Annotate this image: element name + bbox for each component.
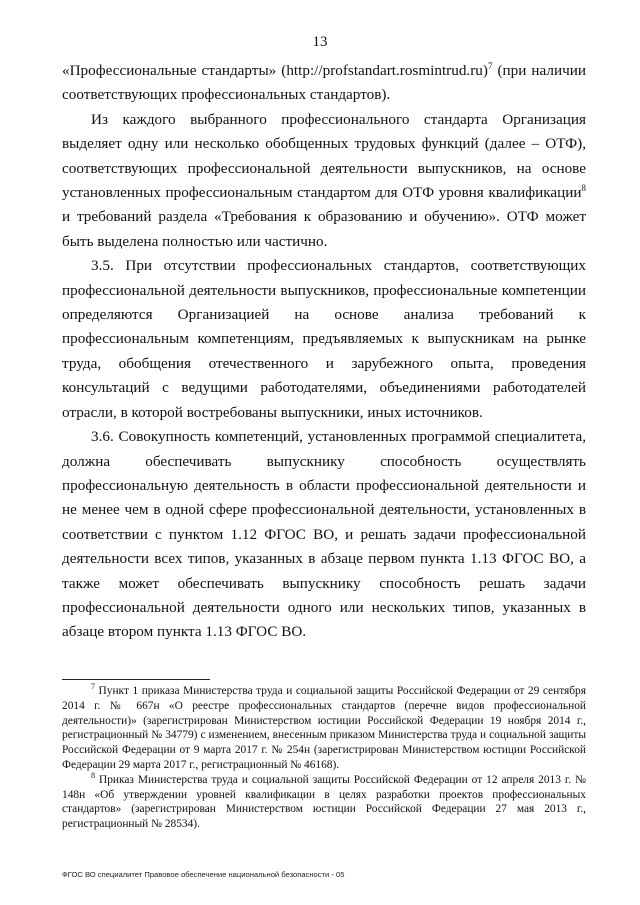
footnote-mark-8: 8 xyxy=(91,770,95,780)
document-footer: ФГОС ВО специалитет Правовое обеспечение национальной безопасности - 05 xyxy=(62,870,345,879)
footnote-8 xyxy=(62,770,586,832)
footnotes xyxy=(62,684,586,832)
paragraph-1-text-a: «Профессиональные стандарты» (http://profstandart.rosmintrud.ru) xyxy=(62,62,488,79)
paragraph-2 xyxy=(62,108,586,254)
paragraph-3-5: 3.5. При отсутствии профессиональных стандартов, соответствующих профессиональной деятельности выпускников, профессиональные компетенции определяются Организацией на основе анализа требований к профессиональным компетенциям, предъявляемых к выпускникам на рынке труда, обобщения отечественного и зарубежного опыта, проведения консультаций с ведущими работодателями, объединениями работодателей отрасли, в которой востребованы выпускники, иных источников. xyxy=(62,257,586,421)
paragraph-1 xyxy=(62,59,586,108)
main-text xyxy=(62,59,586,645)
footnote-8-text: Приказ Министерства труда и социальной защиты Российской Федерации от 12 апреля 2013 г. № 148н «Об утверждении уровней квалификации в целях разработки проектов профессиональных стандартов» (зарегистрирован Министерством юстиции Российской Федерации 27 мая 2013 г., регистрационный № 28534). xyxy=(62,773,586,831)
footnote-ref-8: 8 xyxy=(581,183,586,194)
paragraph-3-6: 3.6. Совокупность компетенций, установленных программой специалитета, должна обеспечивать выпускнику способность осуществлять профессиональную деятельность в области профессиональной деятельности и не менее чем в одной сфере профессиональной деятельности, установленных в соответствии с пунктом 1.12 ФГОС ВО, и решать задачи профессиональной деятельности всех типов, указанных в абзаце первом пункта 1.13 ФГОС ВО, а также может обеспечивать выпускнику способность решать задачи профессиональной деятельности одного или нескольких типов, указанных в абзаце втором пункта 1.13 ФГОС ВО. xyxy=(62,428,586,641)
paragraph-2-text-a: Из каждого выбранного профессионального стандарта Организация выделяет одну или несколько обобщенных трудовых функций (далее – ОТФ), соответствующих профессиональной деятельности выпускников, на основе установленных профессиональным стандартом для ОТФ уровня квалификации xyxy=(62,110,586,202)
paragraph-2-text-b: и требований раздела «Требования к образованию и обучению». ОТФ может быть выделена полностью или частично. xyxy=(62,208,586,250)
footnote-7 xyxy=(62,684,586,773)
footnote-7-text: Пункт 1 приказа Министерства труда и социальной защиты Российской Федерации от 29 сентября 2014 г. № 667н «О реестре профессиональных стандартов (перечне видов профессиональной деятельности)» (зарегистрирован Министерством юстиции Российской Федерации 19 ноября 2014 г., регистрационный № 34779) с изменением, внесенным приказом Министерства труда и социальной защиты Российской Федерации от 9 марта 2017 г. № 254н (зарегистрирован Министерством юстиции Российской Федерации 29 марта 2017 г., регистрационный № 46168). xyxy=(62,685,586,771)
footnote-mark-7: 7 xyxy=(91,682,95,691)
footnote-ref-7: 7 xyxy=(487,61,493,71)
footnote-separator xyxy=(62,679,210,680)
page-number: 13 xyxy=(312,34,328,50)
paragraph-1-text-b: (при наличии соответствующих профессиональных стандартов). xyxy=(62,62,587,104)
